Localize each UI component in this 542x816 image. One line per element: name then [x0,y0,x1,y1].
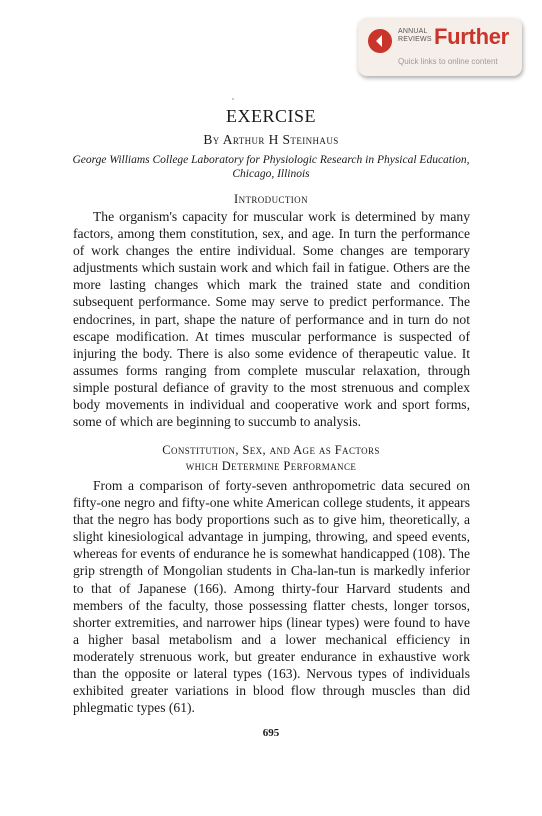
stray-mark [232,98,234,100]
quick-links-text: Quick links to online content [398,57,498,66]
article-title: EXERCISE [225,106,316,126]
arrow-circle-icon [368,29,392,53]
article-author: By Arthur H Steinhaus [203,132,339,147]
page-number: 695 [262,727,280,739]
further-label: Further [434,24,509,49]
section-heading: Constitution, Sex, and Age as Factors which Determine Performance [162,443,380,473]
publisher-name: ANNUAL REVIEWS [398,28,432,43]
body-paragraph: From a comparison of forty-seven anthropometric data secured on fifty-one negro and fifty-one white American college students, it appears that the negro has body proportions such as to give him, theoretically, a slight kinesiological advantage in jumping, throwing, and speed events, whereas for events of endurance he is somewhat handicapped (108). The grip strength of Mongolian students in Cha-lan-tun is markedly inferior to that of Japanese (166). Among thirty-four Harvard students and members of the faculty, those possessing flatter chests, longer torsos, shorter extremities, and narrower hips (linear types) were found to have a higher basal metabolism and a lower mechanical efficiency in moderately strenuous work, but greater endurance in exhaustive work than the opposite or lateral types (163). Nervous types of individuals exhibited greater variations in blood flow through muscles than did phlegmatic types (61). [73,478,470,716]
body-paragraph: The organism's capacity for muscular work is determined by many factors, among them constitution, sex, and age. In turn the performance of work changes the entire individual. Some changes are temporary adjustments which sustain work and which fail in fatigue. Others are the more lasting changes which mark the trained state and condition subsequent performance. Some may serve to predict performance. The endocrines, in part, shape the nature of performance and in turn do not escape modification. At times muscular performance is suspected of injuring the body. There is also some evidence of therapeutic value. It assumes forms ranging from complete muscular relaxation, through simple postural defiance of gravity to the most strenuous and complex body movements in individual and cooperative work and sport forms, some of which are beginning to succumb to analysis. [73,209,470,430]
further-badge[interactable] [358,18,522,76]
author-affiliation: George Williams College Laboratory for Physiologic Research in Physical Education, Chicago, Illinois [72,154,470,180]
section-heading: Introduction [234,192,308,206]
